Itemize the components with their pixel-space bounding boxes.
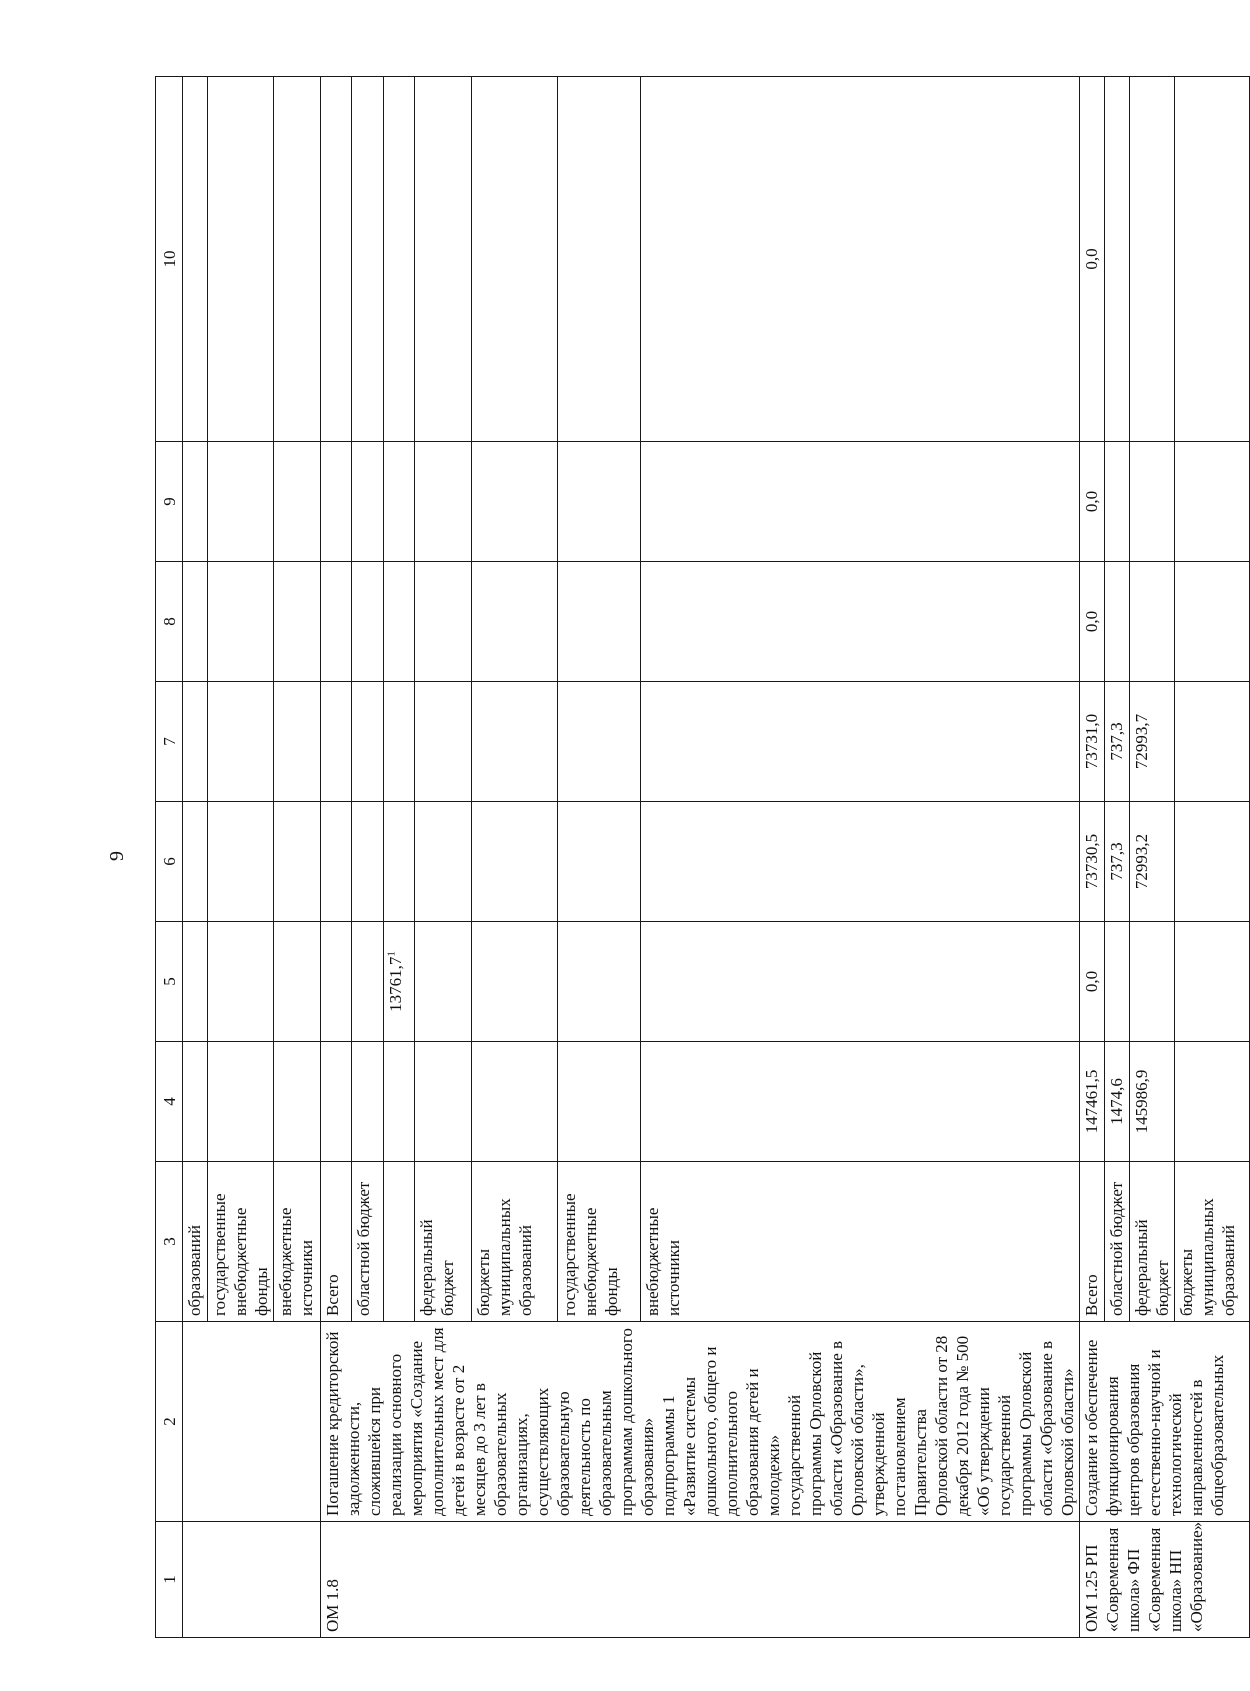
value-cell (352, 802, 383, 922)
prev-name-cell (183, 1322, 321, 1522)
value-cell (1175, 682, 1250, 802)
value-cell (1175, 442, 1250, 562)
source-cell: Всего (321, 1162, 352, 1322)
value-cell (1175, 562, 1250, 682)
value-cell (352, 77, 383, 442)
value-cell (183, 1042, 208, 1162)
value-cell (274, 1042, 321, 1162)
source-cell: федеральный бюджет (1130, 1162, 1175, 1322)
value-cell-col4: 145986,9 (1130, 1042, 1175, 1162)
budget-table (155, 76, 1250, 1638)
value-cell (352, 562, 383, 682)
col-num-4: 4 (156, 1042, 183, 1162)
value-cell (208, 682, 274, 802)
value-cell (321, 1042, 352, 1162)
value-cell (641, 562, 1080, 682)
value-cell (471, 77, 558, 442)
value-cell (208, 442, 274, 562)
col-num-10: 10 (156, 77, 183, 442)
value-cell (641, 442, 1080, 562)
source-cell: государственные внебюджетные фонды (558, 1162, 641, 1322)
value-cell (558, 802, 641, 922)
value-cell (1175, 802, 1250, 922)
value-cell (208, 802, 274, 922)
col-num-7: 7 (156, 682, 183, 802)
col-num-9: 9 (156, 442, 183, 562)
value-cell (183, 562, 208, 682)
column-number-row (156, 77, 183, 1638)
value-cell (208, 1042, 274, 1162)
value-cell (274, 442, 321, 562)
value-cell (1175, 1042, 1250, 1162)
om125-code: ОМ 1.25 РП «Современная школа» ФП «Современная школа» НП «Образование» (1080, 1522, 1250, 1638)
om125-name: Создание и обеспечение функционирования центров образования естественно-научной и технологической направленностей в общеобразовательных (1080, 1322, 1250, 1522)
value-cell (383, 77, 414, 442)
value-cell (274, 802, 321, 922)
value-cell (415, 922, 472, 1042)
value-cell (208, 77, 274, 442)
source-cell: государственные внебюджетные фонды (208, 1162, 274, 1322)
value-cell-col5 (383, 922, 414, 1042)
source-cell: областной бюджет (352, 1162, 383, 1322)
value-cell-col4: 1474,6 (1105, 1042, 1130, 1162)
value-cell (1105, 77, 1130, 442)
value-cell (415, 1042, 472, 1162)
value-cell (383, 442, 414, 562)
footnote-mark: 1 (385, 951, 398, 957)
value-cell (471, 682, 558, 802)
value-cell (321, 77, 352, 442)
value-cell (641, 802, 1080, 922)
value-cell (383, 802, 414, 922)
value-cell (471, 1042, 558, 1162)
value-cell (471, 802, 558, 922)
col-num-3: 3 (156, 1162, 183, 1322)
value-cell (352, 1042, 383, 1162)
value-cell-col6: 73730,5 (1080, 802, 1105, 922)
value-cell (415, 802, 472, 922)
value-cell (183, 682, 208, 802)
value-cell (352, 682, 383, 802)
landscape-sheet (155, 77, 1238, 1638)
value-cell (471, 922, 558, 1042)
value-cell (471, 442, 558, 562)
value-cell-col10: 0,0 (1080, 77, 1105, 442)
value-cell (1175, 77, 1250, 442)
value-cell (558, 442, 641, 562)
value-cell (274, 682, 321, 802)
value-cell (1105, 922, 1130, 1042)
col-num-6: 6 (156, 802, 183, 922)
value-cell (183, 922, 208, 1042)
col-num-2: 2 (156, 1322, 183, 1522)
value-cell (383, 682, 414, 802)
value-cell (641, 682, 1080, 802)
value-cell (558, 922, 641, 1042)
value-cell (321, 922, 352, 1042)
value-cell (208, 562, 274, 682)
source-cell: внебюджетные источники (274, 1162, 321, 1322)
value-cell-col9: 0,0 (1080, 442, 1105, 562)
value-cell (471, 562, 558, 682)
value-cell-col7: 72993,7 (1130, 682, 1175, 802)
value-cell (641, 1042, 1080, 1162)
value-cell (641, 77, 1080, 442)
value-cell-col5: 0,0 (1080, 922, 1105, 1042)
value-cell (1130, 922, 1175, 1042)
value-cell (183, 77, 208, 442)
value-cell (415, 77, 472, 442)
rotated-table-container (155, 77, 1238, 1638)
source-cell (383, 1162, 414, 1322)
source-cell: Всего (1080, 1162, 1105, 1322)
col-num-8: 8 (156, 562, 183, 682)
prev-code-cell (183, 1522, 321, 1638)
source-cell: бюджеты муниципальных образований (471, 1162, 558, 1322)
value-cell (352, 442, 383, 562)
value-cell (183, 442, 208, 562)
source-cell: бюджеты муниципальных образований (1175, 1162, 1250, 1322)
value-cell (1105, 562, 1130, 682)
value-cell (208, 922, 274, 1042)
page-number: 9 (106, 851, 128, 861)
value-cell-col8: 0,0 (1080, 562, 1105, 682)
table-row (321, 77, 352, 1638)
table-row (1080, 77, 1105, 1638)
source-cell: образований (183, 1162, 208, 1322)
value-cell (1105, 442, 1130, 562)
om18-code: ОМ 1.8 (321, 1522, 1080, 1638)
value-cell (415, 562, 472, 682)
om18-name: Погашение кредиторской задолженности, сложившейся при реализации основного мероприятия «Создание дополнительных мест для детей в возрасте от 2 месяцев до 3 лет в образовательных организациях, осуществляющих образовательную деятельность по образовательным программам дошкольного образования» подпрограммы 1 «Развитие системы дошкольного, общего и дополнительного образования детей и молодежи» государственной программы Орловской области «Образование в Орловской области», утвержденной постановлением Правительства Орловской области от 28 декабря 2012 года № 500 «Об утверждении государственной программы Орловской области «Образование в Орловской области» (321, 1322, 1080, 1522)
value-cell (183, 802, 208, 922)
value-cell (321, 562, 352, 682)
value-cell (558, 562, 641, 682)
value-cell-col7: 737,3 (1105, 682, 1130, 802)
col-num-1: 1 (156, 1522, 183, 1638)
value-cell-col6: 72993,2 (1130, 802, 1175, 922)
value-cell (321, 802, 352, 922)
value-cell (1175, 922, 1250, 1042)
source-cell: федеральный бюджет (415, 1162, 472, 1322)
value-cell (321, 682, 352, 802)
value-cell (383, 562, 414, 682)
value-cell (1130, 77, 1175, 442)
value-cell (1130, 442, 1175, 562)
value-cell (415, 442, 472, 562)
source-cell: областной бюджет (1105, 1162, 1130, 1322)
value-text: 13761,7 (385, 956, 405, 1012)
value-cell (558, 77, 641, 442)
col-num-5: 5 (156, 922, 183, 1042)
value-cell (274, 77, 321, 442)
value-cell (641, 922, 1080, 1042)
value-cell (321, 442, 352, 562)
value-cell (415, 682, 472, 802)
value-cell-col4: 147461,5 (1080, 1042, 1105, 1162)
value-cell (383, 1042, 414, 1162)
value-cell (558, 1042, 641, 1162)
value-cell (352, 922, 383, 1042)
table-row (183, 77, 208, 1638)
value-cell (274, 562, 321, 682)
value-cell (558, 682, 641, 802)
value-cell-col7: 73731,0 (1080, 682, 1105, 802)
value-cell (274, 922, 321, 1042)
value-cell (1130, 562, 1175, 682)
source-cell: внебюджетные источники (641, 1162, 1080, 1322)
value-cell-col6: 737,3 (1105, 802, 1130, 922)
